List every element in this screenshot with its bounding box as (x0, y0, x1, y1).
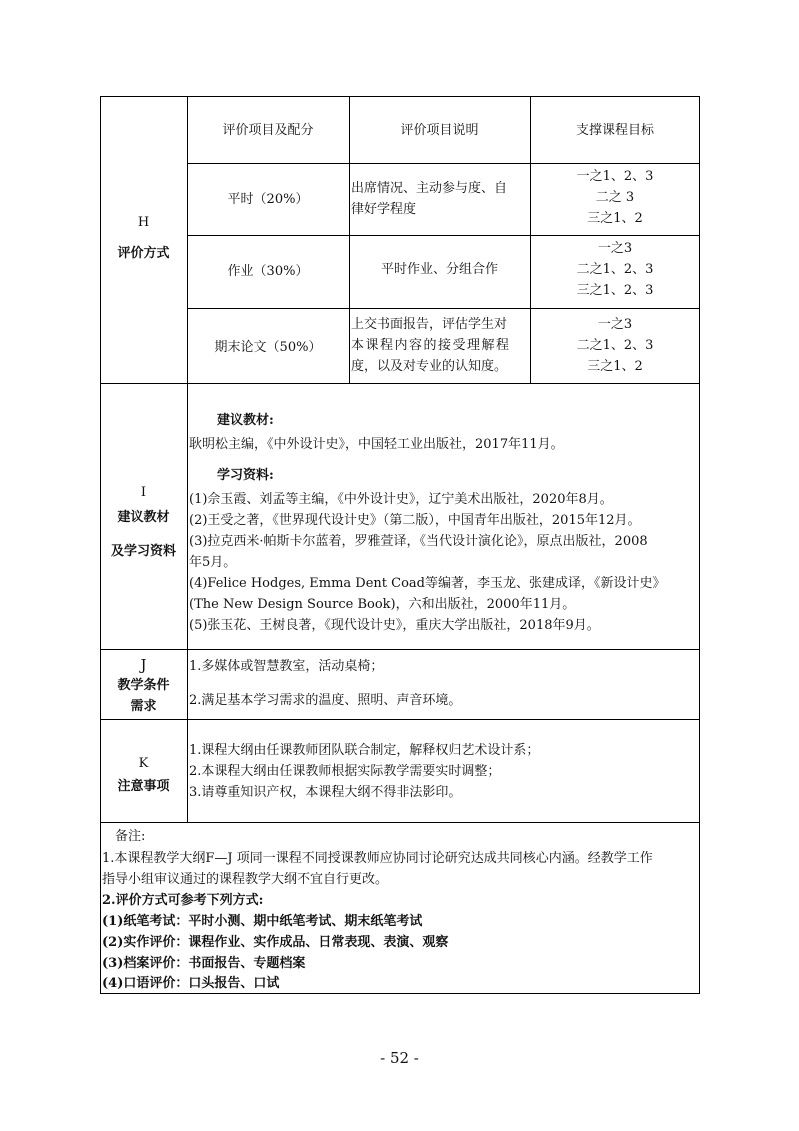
course-goal: 三之1、2、3 (576, 283, 654, 298)
remark-line: (4)口语评价：口头报告、口试 (102, 976, 280, 991)
evaluation-item: 期末论文（50%） (214, 340, 322, 355)
grid-line (187, 308, 700, 309)
course-goal: 二之 3 (595, 190, 635, 205)
evaluation-description: 律好学程度 (351, 202, 417, 217)
evaluation-item: 作业（30%） (227, 264, 309, 279)
evaluation-description: 本课程内容的接受理解程 (351, 338, 511, 353)
row-divider (100, 649, 700, 650)
notice-item: 2.本课程大纲由任课教师根据实际教学需要实时调整； (189, 764, 501, 779)
remark-line: 1.本课程教学大纲F—J 项同一课程不同授课教师应协同讨论研究达成共同核心内涵。经教学工作 (102, 851, 653, 866)
material-entry: (1)佘玉霞、刘孟等主编，《中外设计史》，辽宁美术出版社，2020年8月。 (189, 492, 613, 507)
notice-item: 1.课程大纲由任课教师团队联合制定，解释权归艺术设计系； (189, 743, 540, 758)
textbook-entry: 耿明松主编，《中外设计史》，中国轻工业出版社，2017年11月。 (189, 437, 564, 452)
material-entry: 年5月。 (189, 555, 237, 570)
header-evaluation-item: 评价项目及配分 (222, 123, 314, 138)
remark-line: 指导小组审议通过的课程教学大纲不宜自行更改。 (102, 872, 389, 887)
grid-line (187, 235, 700, 236)
section-j-letter: J (140, 656, 147, 674)
section-k-title: 注意事项 (117, 779, 170, 794)
course-goal: 二之1、2、3 (576, 262, 654, 277)
section-k-letter: K (138, 756, 149, 771)
section-h-title: 评价方式 (117, 246, 170, 261)
section-j-title: 需求 (130, 699, 157, 714)
section-i-title: 及学习资料 (110, 544, 176, 559)
course-goal: 一之3 (597, 241, 633, 256)
evaluation-description: 上交书面报告，评估学生对 (351, 317, 508, 332)
section-i-letter: I (140, 485, 147, 500)
notice-item: 3.请尊重知识产权，本课程大纲不得非法影印。 (189, 785, 462, 800)
condition-item: 2.满足基本学习需求的温度、照明、声音环境。 (189, 693, 462, 708)
remark-line: (3)档案评价：书面报告、专题档案 (102, 956, 306, 971)
material-entry: (The New Design Source Book)，六和出版社，2000年11月。 (189, 597, 576, 612)
section-h-letter: H (137, 215, 150, 230)
condition-item: 1.多媒体或智慧教室，活动桌椅； (189, 659, 384, 674)
evaluation-description: 出席情况、主动参与度、自 (351, 181, 508, 196)
evaluation-description: 度，以及对专业的认知度。 (351, 359, 508, 374)
material-entry: (2)王受之著，《世界现代设计史》（第二版），中国青年出版社，2015年12月。 (189, 513, 641, 528)
remark-line: 2.评价方式可参考下列方式: (102, 893, 264, 908)
section-j-title: 教学条件 (117, 678, 170, 693)
row-divider (100, 383, 700, 384)
course-goal: 一之3 (597, 317, 633, 332)
material-entry: (3)拉克西米·帕斯卡尔蓝着，罗雅萱译，《当代设计演化论》，原点出版社，2008 (189, 534, 648, 549)
evaluation-description: 平时作业、分组合作 (380, 262, 498, 277)
header-supporting-goals: 支撑课程目标 (575, 123, 654, 138)
course-goal: 二之1、2、3 (576, 338, 654, 353)
evaluation-item: 平时（20%） (227, 192, 309, 207)
course-goal: 三之1、2 (587, 211, 643, 226)
page-number: - 52 - (380, 1049, 419, 1067)
header-evaluation-description: 评价项目说明 (400, 123, 479, 138)
row-divider (100, 719, 700, 720)
textbook-heading: 建议教材: (217, 413, 274, 428)
section-i-title: 建议教材 (117, 510, 170, 525)
material-entry: (5)张玉花、王树良著，《现代设计史》，重庆大学出版社，2018年9月。 (189, 618, 600, 633)
remarks-heading: 备注: (115, 829, 146, 844)
course-goal: 三之1、2 (587, 359, 643, 374)
course-goal: 一之1、2、3 (576, 169, 654, 184)
remark-line: (1)纸笔考试：平时小测、期中纸笔考试、期末纸笔考试 (102, 914, 423, 929)
row-divider (100, 822, 700, 823)
remark-line: (2)实作评价：课程作业、实作成品、日常表现、表演、观察 (102, 935, 449, 950)
materials-heading: 学习资料: (217, 468, 274, 483)
grid-line (187, 163, 700, 164)
material-entry: (4)Felice Hodges, Emma Dent Coad等编著，李玉龙、张建成译，《新设计史》 (189, 576, 666, 591)
